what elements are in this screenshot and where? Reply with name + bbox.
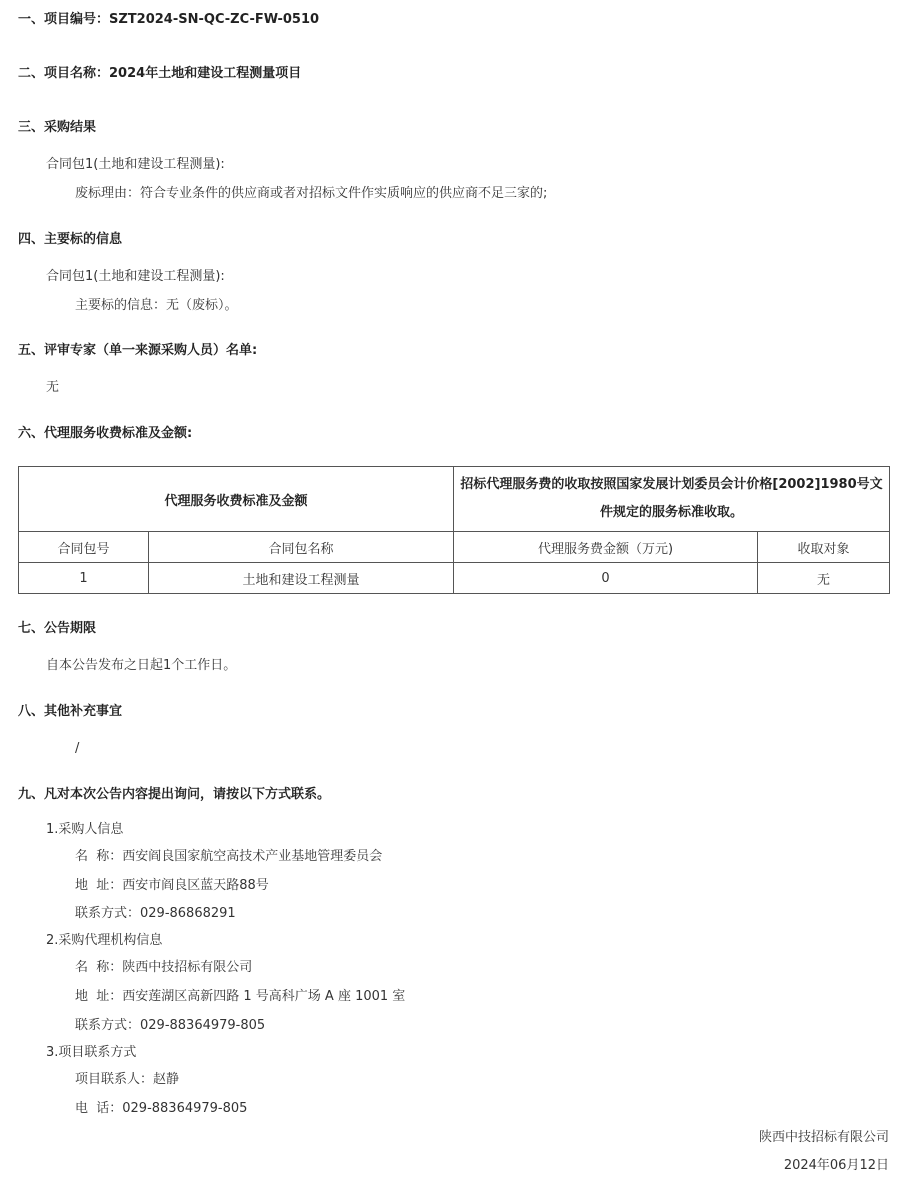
result-detail: 废标理由：符合专业条件的供应商或者对招标文件作实质响应的供应商不足三家的; — [75, 186, 548, 201]
project-contact-heading: 3.项目联系方式 — [46, 1045, 137, 1060]
section-heading-notice-period: 七、公告期限 — [18, 621, 97, 636]
cell-fee-amount: 0 — [454, 563, 758, 594]
agency-address: 地 址：西安莲湖区高新四路 1 号高科广场 A 座 1001 室 — [75, 989, 406, 1004]
project-contact-person: 项目联系人：赵静 — [75, 1072, 180, 1087]
fee-header-right: 招标代理服务费的收取按照国家发展计划委员会计价格[2002]1980号文件规定的服务标准收取。 — [454, 467, 890, 532]
purchaser-contact: 联系方式：029-86868291 — [75, 906, 236, 921]
fee-table-header-row — [19, 467, 890, 532]
agency-heading: 2.采购代理机构信息 — [46, 933, 163, 948]
column-header-fee-amount: 代理服务费金额（万元) — [454, 532, 758, 563]
project-contact-phone: 电 话：029-88364979-805 — [75, 1101, 248, 1116]
cell-package-no: 1 — [19, 563, 149, 594]
section-heading-contact: 九、凡对本次公告内容提出询问，请按以下方式联系。 — [18, 787, 331, 802]
agency-contact: 联系方式：029-88364979-805 — [75, 1018, 266, 1033]
other-matters-value: / — [75, 741, 80, 756]
result-package: 合同包1(土地和建设工程测量): — [46, 157, 225, 172]
fee-header-left: 代理服务收费标准及金额 — [19, 467, 454, 532]
table-row — [19, 563, 890, 594]
column-header-payer: 收取对象 — [758, 532, 890, 563]
project-number-value: SZT2024-SN-QC-ZC-FW-0510 — [109, 12, 320, 27]
footer-company: 陕西中技招标有限公司 — [758, 1130, 889, 1145]
project-name-value: 2024年土地和建设工程测量项目 — [109, 66, 302, 81]
section-heading-experts: 五、评审专家（单一来源采购人员）名单: — [18, 343, 258, 358]
fee-table-column-row — [19, 532, 890, 563]
project-name — [18, 66, 301, 82]
purchaser-heading: 1.采购人信息 — [46, 822, 124, 837]
agency-fee-table — [18, 466, 890, 594]
main-subject-package: 合同包1(土地和建设工程测量): — [46, 269, 225, 284]
footer-date: 2024年06月12日 — [783, 1158, 889, 1173]
column-header-package-name: 合同包名称 — [149, 532, 454, 563]
project-number — [18, 12, 319, 28]
experts-value: 无 — [46, 380, 60, 395]
section-heading-agency-fee: 六、代理服务收费标准及金额: — [18, 426, 193, 441]
section-heading-main-subject: 四、主要标的信息 — [18, 232, 123, 247]
project-name-label: 二、项目名称： — [18, 66, 110, 81]
main-subject-detail: 主要标的信息：无（废标）。 — [75, 298, 238, 313]
purchaser-name: 名 称：西安阎良国家航空高技术产业基地管理委员会 — [75, 849, 383, 864]
purchaser-address: 地 址：西安市阎良区蓝天路88号 — [75, 878, 269, 893]
cell-payer: 无 — [758, 563, 890, 594]
project-number-label: 一、项目编号： — [18, 12, 110, 27]
column-header-package-no: 合同包号 — [19, 532, 149, 563]
cell-package-name: 土地和建设工程测量 — [149, 563, 454, 594]
section-heading-result: 三、采购结果 — [18, 120, 97, 135]
notice-period-value: 自本公告发布之日起1个工作日。 — [46, 658, 237, 673]
section-heading-other-matters: 八、其他补充事宜 — [18, 704, 123, 719]
agency-name: 名 称：陕西中技招标有限公司 — [75, 960, 253, 975]
